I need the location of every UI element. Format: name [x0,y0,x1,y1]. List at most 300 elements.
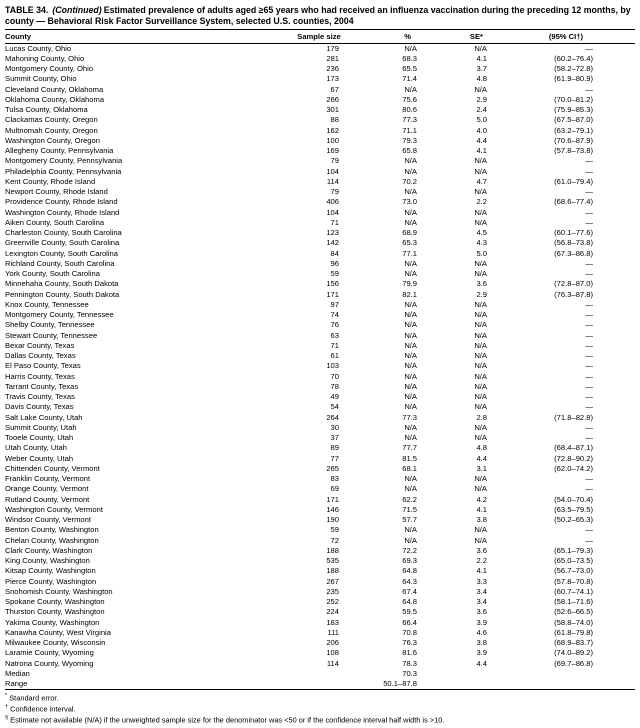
county-cell: Weber County, Utah [5,453,74,463]
county-cell: Kent County, Rhode Island [5,176,96,186]
se-cell: N/A [474,187,487,196]
sample-size-cell: 104 [326,166,339,176]
table-row [5,638,635,648]
se-cell: 5.0 [476,248,487,258]
table-row [5,105,635,115]
ci-cell: (75.9–85.3) [554,105,593,114]
percent-cell: N/A [404,43,417,53]
table-row [5,413,635,423]
table-row [5,392,635,402]
table-row [5,320,635,330]
se-cell: N/A [474,433,487,442]
sample-size-cell: 76 [330,320,339,330]
se-cell: N/A [474,361,487,371]
county-cell: Natrona County, Wyoming [5,658,94,668]
county-cell: Lexington County, South Carolina [5,248,118,258]
county-cell: Spokane County, Washington [5,597,105,606]
table-row [5,331,635,341]
table-row [5,290,635,300]
county-cell: Montgomery County, Pennsylvania [5,156,123,166]
se-cell: N/A [474,371,487,381]
county-cell: Washington County, Rhode Island [5,207,120,217]
sample-size-cell: 281 [326,53,339,63]
percent-cell: N/A [404,402,417,412]
sample-size-cell: 123 [326,228,339,237]
ci-cell: — [585,43,593,53]
percent-cell: 65.3 [402,238,417,248]
table-row [5,351,635,361]
table-number: TABLE 34. [5,5,49,15]
county-cell: Windsor County, Vermont [5,515,91,524]
table-row [5,505,635,515]
ci-cell: — [585,330,593,340]
se-cell: N/A [474,43,487,53]
se-cell: N/A [474,207,487,217]
county-cell: Range [5,679,285,690]
table-row [5,382,635,392]
table-row [5,443,635,453]
se-cell: 2.2 [476,556,487,565]
table-row [5,679,635,690]
table-row [5,310,635,320]
se-cell: 4.1 [476,504,487,514]
se-cell: N/A [474,351,487,360]
ci-cell: (60.7–74.1) [554,586,593,596]
ci-cell: (69.7–86.8) [554,658,593,668]
ci-cell: (57.8–73.8) [554,146,593,155]
sample-size-cell: 162 [326,125,339,135]
county-cell: Snohomish County, Washington [5,586,113,596]
se-cell: N/A [474,330,487,340]
table-row [5,618,635,628]
county-cell: Montgomery County, Ohio [5,64,94,73]
header-row [5,30,635,44]
ci-cell: — [585,340,593,350]
ci-cell: (61.0–79.4) [554,176,593,186]
se-cell: 4.1 [476,146,487,155]
sample-size-cell: 104 [326,207,339,217]
sample-size-cell: 77 [330,453,339,463]
table-row [5,156,635,166]
percent-cell: 70.2 [402,176,417,186]
se-cell: 3.4 [476,586,487,596]
percent-cell: N/A [404,187,417,196]
ci-cell: (56.8–73.8) [554,238,593,248]
sample-size-cell: 70 [330,371,339,381]
percent-cell: 78.3 [402,658,417,668]
percent-cell: 80.6 [402,105,417,114]
table-row [5,587,635,597]
table-row [5,484,635,494]
se-cell [425,669,491,679]
percent-cell: N/A [404,381,417,391]
table-row [5,341,635,351]
ci-cell: — [585,484,593,494]
county-cell: Salt Lake County, Utah [5,412,83,422]
county-cell: Philadelphia County, Pennsylvania [5,166,122,176]
percent-cell: 73.0 [402,197,417,207]
sample-size-cell: 69 [330,484,339,494]
county-cell: Clark County, Washington [5,545,93,555]
se-cell: 3.3 [476,576,487,586]
percent-cell: 64.8 [402,566,417,576]
table-row [5,85,635,95]
sample-size-cell: 83 [330,474,339,483]
table-row [5,454,635,464]
se-cell: 2.9 [476,289,487,299]
percent-cell: N/A [404,392,417,401]
percent-cell: N/A [404,207,417,217]
se-cell: N/A [474,340,487,350]
ci-cell: — [585,156,593,166]
sample-size-cell [285,669,353,679]
footnote-confidence-interval [5,703,635,714]
se-cell: 5.0 [476,115,487,125]
table-row [5,74,635,84]
sample-size-cell: 111 [327,627,339,637]
se-cell: 4.7 [476,176,487,186]
sample-size-cell: 72 [330,535,339,545]
percent-cell: 76.3 [402,638,417,647]
county-cell: Rutland County, Vermont [5,494,90,504]
se-cell: 4.6 [476,627,487,637]
ci-cell: (67.3–86.8) [554,248,593,258]
percent-cell: 71.4 [402,74,417,84]
sample-size-cell: 301 [326,105,339,114]
county-cell: Chelan County, Washington [5,535,99,545]
county-cell: Travis County, Texas [5,392,75,401]
county-cell: Clackamas County, Oregon [5,115,98,125]
se-cell: 4.2 [476,494,487,504]
ci-cell: (54.0–70.4) [554,494,593,504]
percent-cell: 81.6 [402,648,417,658]
percent-cell: 67.4 [402,586,417,596]
percent-cell: 77.3 [402,412,417,422]
county-cell: Thurston County, Washington [5,607,105,617]
county-cell: Shelby County, Tennessee [5,320,95,330]
percent-cell: 69.3 [402,556,417,565]
county-cell: Utah County, Utah [5,443,67,453]
table-row [5,218,635,228]
ci-cell: — [585,402,593,412]
county-cell: Tarrant County, Texas [5,381,79,391]
se-cell: 4.1 [476,566,487,576]
table-row [5,167,635,177]
percent-cell: N/A [404,361,417,371]
percent-cell: N/A [404,433,417,442]
percent-cell: 50.1–87.8 [353,679,425,690]
ci-cell: — [585,392,593,401]
se-cell: N/A [474,166,487,176]
county-cell: Charleston County, South Carolina [5,228,122,237]
ci-cell: (63.5–79.5) [554,504,593,514]
ci-cell [491,679,635,690]
sample-size-cell: 67 [330,84,339,94]
table-row [5,187,635,197]
ci-cell: — [585,361,593,371]
sample-size-cell: 265 [326,463,339,473]
percent-cell: 77.3 [402,115,417,125]
ci-cell: — [585,299,593,309]
percent-cell: N/A [404,535,417,545]
sample-size-cell: 88 [330,115,339,125]
table-row [5,556,635,566]
se-cell: N/A [474,269,487,278]
table-header [5,30,635,44]
ci-cell: (50.2–65.3) [554,515,593,524]
percent-cell: 64.8 [402,597,417,606]
se-cell: 3.4 [476,597,487,606]
prevalence-table [5,29,635,690]
percent-cell: 64.3 [402,576,417,586]
ci-cell: (72.8–87.0) [554,279,593,289]
county-cell: Orange County, Vermont [5,484,89,494]
se-cell: 2.4 [476,105,487,114]
sample-size-cell: 206 [326,638,339,647]
percent-cell: 71.1 [402,125,417,135]
sample-size-cell: 59 [330,269,339,278]
sample-size-cell: 171 [326,494,339,504]
county-cell: Milwaukee County, Wisconsin [5,638,106,647]
ci-cell: (62.0–74.2) [554,463,593,473]
percent-cell: 68.9 [402,228,417,237]
ci-cell: — [585,187,593,196]
sample-size-cell: 535 [326,556,339,565]
table-row [5,249,635,259]
se-cell [425,679,491,690]
sample-size-cell: 264 [326,412,339,422]
table-row [5,228,635,238]
ci-cell: — [585,535,593,545]
se-cell: 3.6 [476,545,487,555]
table-title [5,5,635,26]
table-row [5,136,635,146]
sample-size-cell: 266 [326,94,339,104]
sample-size-cell [285,679,353,690]
ci-cell: — [585,84,593,94]
table-row [5,515,635,525]
percent-cell: 81.5 [402,453,417,463]
sample-size-cell: 171 [326,289,339,299]
sample-size-cell: 97 [330,299,339,309]
county-cell: Summit County, Ohio [5,74,77,84]
percent-cell: 71.5 [402,504,417,514]
percent-cell: 68.3 [402,53,417,63]
se-cell: N/A [474,258,487,268]
sample-size-cell: 79 [330,187,339,196]
percent-cell: N/A [404,166,417,176]
column-header-se: SE* [425,30,491,44]
se-cell: N/A [474,392,487,401]
table-row [5,126,635,136]
sample-size-cell: 103 [326,361,339,371]
percent-cell: N/A [404,84,417,94]
county-cell: Mahoning County, Ohio [5,53,85,63]
se-cell: N/A [474,484,487,494]
percent-cell: 70.3 [402,668,417,678]
footnote-marker: * [5,693,8,700]
percent-cell: N/A [404,484,417,494]
table-row [5,372,635,382]
ci-cell: — [585,310,593,319]
percent-cell: 77.7 [402,443,417,453]
se-cell: N/A [474,525,487,535]
county-cell: Minnehaha County, South Dakota [5,279,119,289]
sample-size-cell: 183 [326,617,339,627]
percent-cell: N/A [404,310,417,319]
percent-cell: 79.9 [402,279,417,289]
table-row [5,433,635,443]
sample-size-cell: 71 [330,340,339,350]
county-cell: Cleveland County, Oklahoma [5,84,104,94]
county-cell: Pierce County, Washington [5,576,97,586]
percent-cell: 65.5 [402,64,417,73]
se-cell: N/A [474,381,487,391]
percent-cell: N/A [404,156,417,166]
sample-size-cell: 71 [330,217,339,227]
ci-cell: — [585,351,593,360]
footnotes [5,692,635,724]
ci-cell: — [585,258,593,268]
se-cell: N/A [474,535,487,545]
county-cell: Laramie County, Wyoming [5,648,94,658]
sample-size-cell: 235 [326,586,339,596]
table-body [5,43,635,690]
percent-cell: 59.5 [402,607,417,617]
table-row [5,464,635,474]
ci-cell: (67.5–87.0) [554,115,593,125]
table-row [5,146,635,156]
percent-cell: 79.3 [402,135,417,145]
county-cell: York County, South Carolina [5,269,100,278]
table-row [5,177,635,187]
sample-size-cell: 84 [330,248,339,258]
table-row [5,607,635,617]
ci-cell: (52.6–66.5) [554,607,593,617]
ci-cell: (56.7–73.0) [554,566,593,576]
se-cell: 4.4 [476,658,487,668]
percent-cell: 62.2 [402,494,417,504]
ci-cell: (58.1–71.6) [554,597,593,606]
se-cell: 4.1 [476,53,487,63]
table-row [5,566,635,576]
sample-size-cell: 190 [326,515,339,524]
table-row [5,361,635,371]
ci-cell: (68.6–77.4) [554,197,593,207]
se-cell: N/A [474,310,487,319]
sample-size-cell: 406 [326,197,339,207]
county-cell: Stewart County, Tennessee [5,330,98,340]
se-cell: 4.0 [476,125,487,135]
ci-cell: (57.8–70.8) [554,576,593,586]
se-cell: 3.7 [476,64,487,73]
footnote-standard-error [5,692,635,703]
table-row [5,54,635,64]
county-cell: Kitsap County, Washington [5,566,96,576]
table-row [5,208,635,218]
sample-size-cell: 78 [330,381,339,391]
ci-cell: (65.0–73.5) [554,556,593,565]
footnote-marker: † [5,704,9,711]
county-cell: Tooele County, Utah [5,433,74,442]
sample-size-cell: 173 [326,74,339,84]
table-row [5,474,635,484]
ci-cell: (74.0–89.2) [554,648,593,658]
table-row [5,64,635,74]
sample-size-cell: 188 [326,566,339,576]
sample-size-cell: 89 [330,443,339,453]
ci-cell: (70.6–87.9) [554,135,593,145]
table-title-text: Estimated prevalence of adults aged ≥65 years who had received an influenza vaccination during the preceding 12 months, by county — Behavioral Risk Factor Surveillance System, selected U.S. counties, 2004 [5,5,631,26]
table-row [5,300,635,310]
percent-cell: N/A [404,525,417,535]
percent-cell: 77.1 [402,248,417,258]
sample-size-cell: 114 [326,658,339,668]
table-row [5,536,635,546]
percent-cell: N/A [404,340,417,350]
percent-cell: N/A [404,217,417,227]
se-cell: 3.9 [476,648,487,658]
table-row [5,546,635,556]
table-row [5,648,635,658]
ci-cell: — [585,320,593,330]
percent-cell: N/A [404,474,417,483]
table-row [5,628,635,638]
percent-cell: N/A [404,269,417,278]
county-cell: King County, Washington [5,556,90,565]
county-cell: Greenville County, South Carolina [5,238,120,248]
se-cell: 4.8 [476,74,487,84]
county-cell: Benton County, Washington [5,525,99,535]
se-cell: 4.5 [476,228,487,237]
ci-cell: (68.9–83.7) [554,638,593,647]
footnote-text: Confidence interval. [8,704,76,714]
county-cell: Montgomery County, Tennessee [5,310,114,319]
ci-cell: (58.2–72.8) [554,64,593,73]
county-cell: Dallas County, Texas [5,351,76,360]
percent-cell: 65.8 [402,146,417,155]
ci-cell: (63.2–79.1) [554,125,593,135]
se-cell: N/A [474,474,487,483]
se-cell: N/A [474,422,487,432]
se-cell: 2.9 [476,94,487,104]
percent-cell: N/A [404,330,417,340]
percent-cell: N/A [404,351,417,360]
se-cell: N/A [474,84,487,94]
county-cell: Richland County, South Carolina [5,258,115,268]
sample-size-cell: 252 [326,597,339,606]
footnote-text: Estimate not available (N/A) if the unweighted sample size for the denominator was <50 or if the confidence interval half width is >10. [8,715,445,725]
se-cell: 3.6 [476,279,487,289]
sample-size-cell: 30 [330,422,339,432]
ci-cell: (61.8–79.8) [554,627,593,637]
percent-cell: 68.1 [402,463,417,473]
ci-cell: — [585,525,593,535]
county-cell: Median [5,668,30,678]
county-cell: Newport County, Rhode Island [5,187,108,196]
footnote-estimate-not-available [5,714,635,725]
ci-cell: — [585,433,593,442]
county-cell: Pennington County, South Dakota [5,289,120,299]
table-row [5,43,635,54]
sample-size-cell: 63 [330,330,339,340]
se-cell: 3.9 [476,617,487,627]
column-header-ci: (95% CI†) [491,30,635,44]
se-cell: 4.8 [476,443,487,453]
ci-cell: — [585,371,593,381]
se-cell: N/A [474,217,487,227]
county-cell: Bexar County, Texas [5,340,75,350]
